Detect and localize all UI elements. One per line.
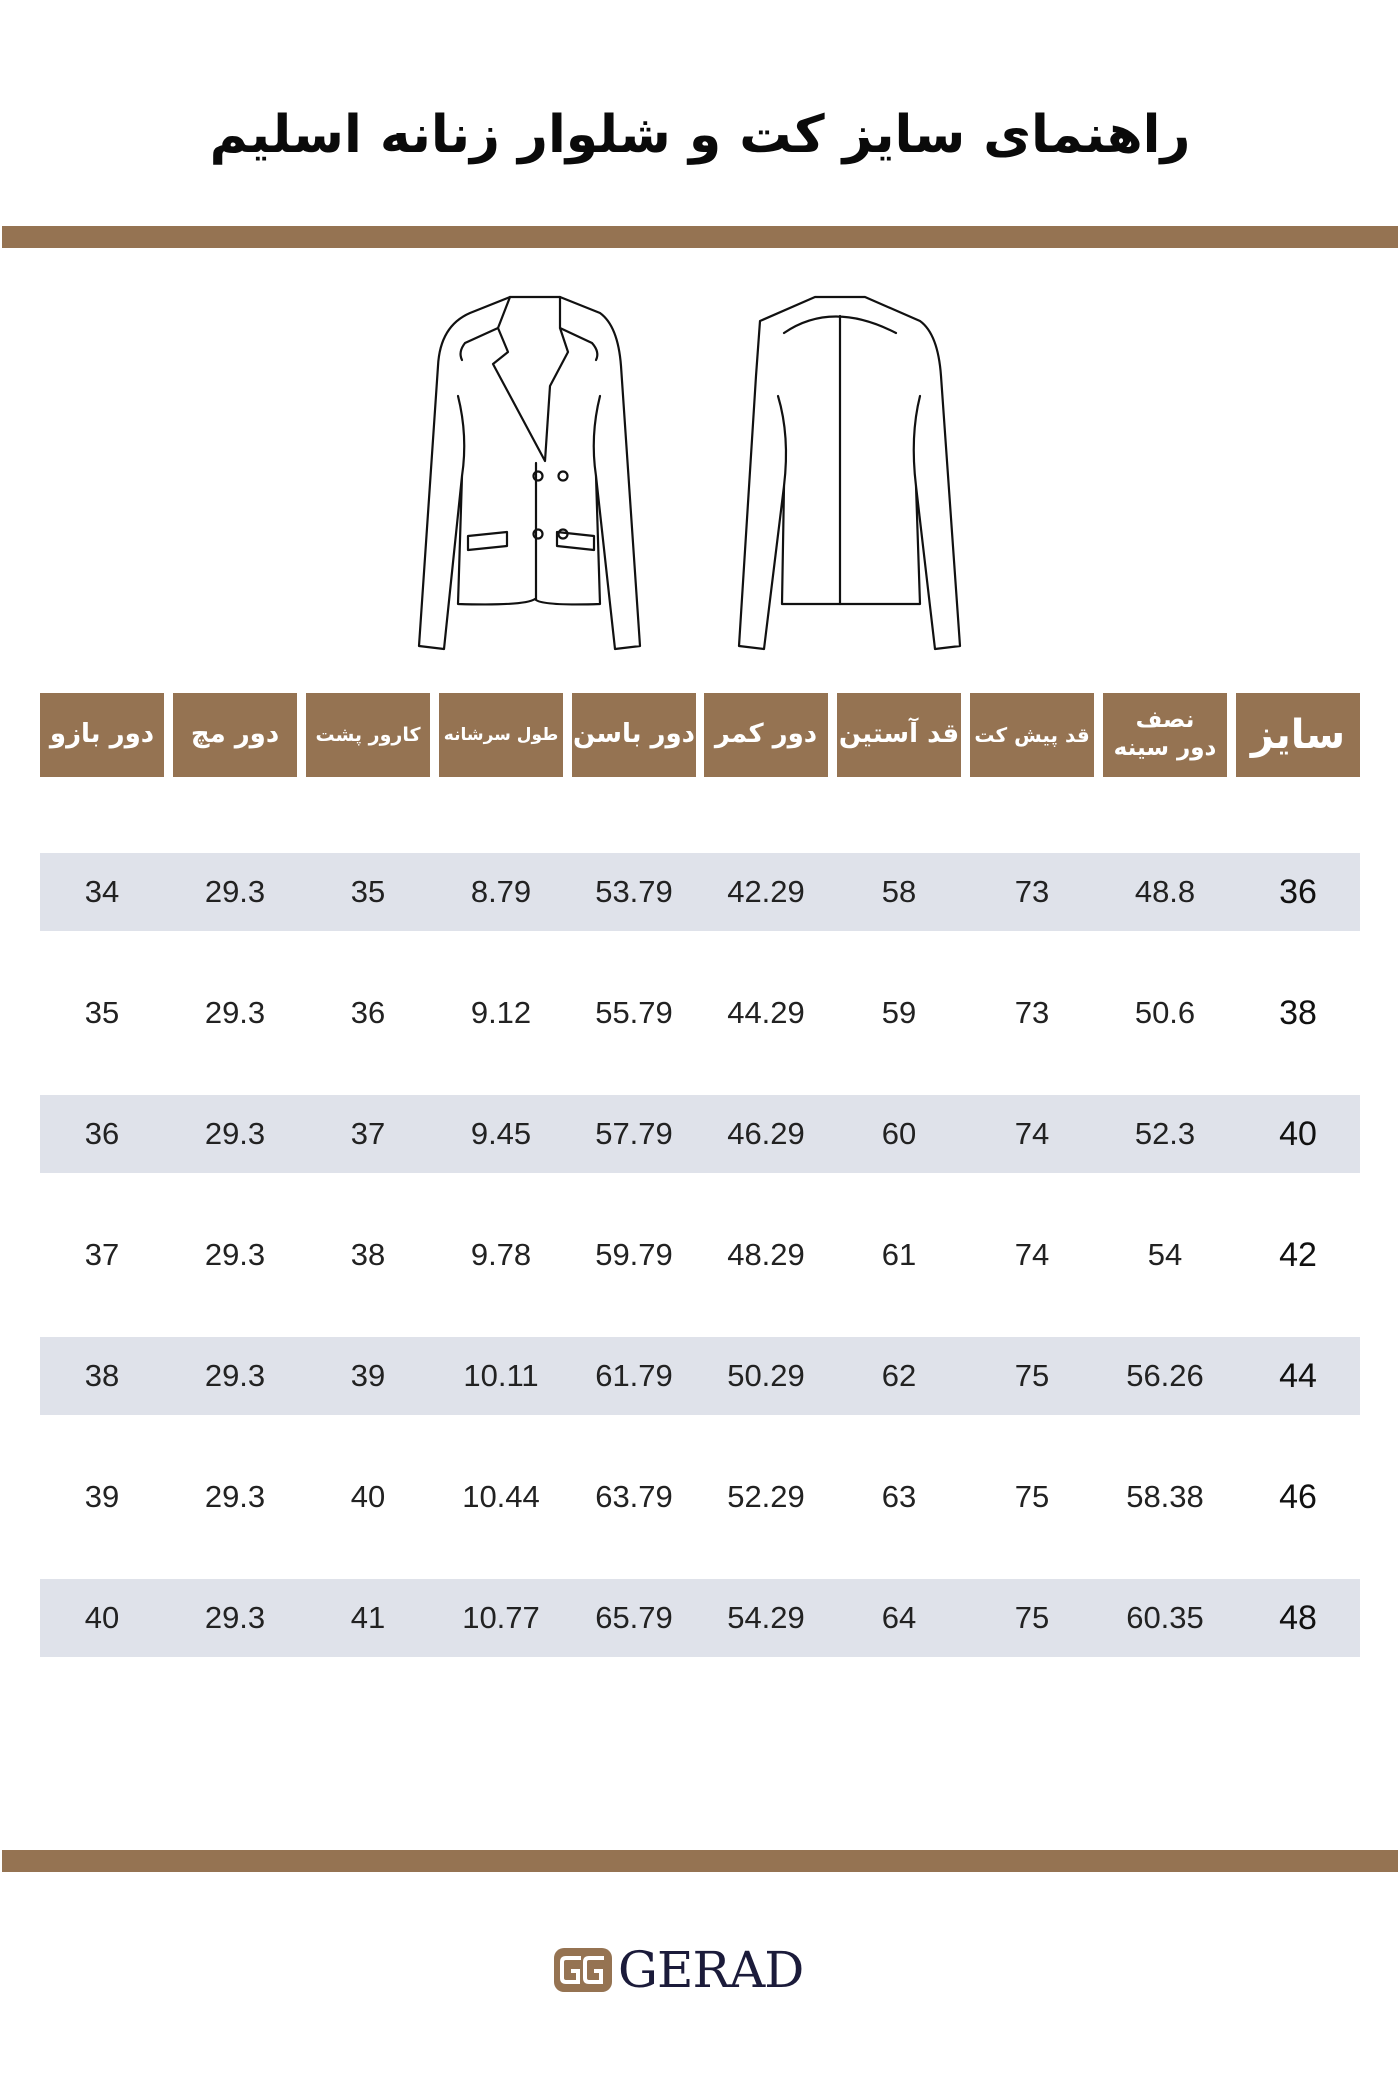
cell-half-chest: 48.8 <box>1134 874 1196 909</box>
cell-half-chest: 60.35 <box>1126 1600 1204 1635</box>
header-waist: دور کمر <box>704 693 828 777</box>
cell-sleeve-length: 58 <box>881 874 917 909</box>
cell-front-length: 73 <box>1014 995 1050 1030</box>
cell-hip: 59.79 <box>595 1237 673 1272</box>
cell-wrist: 29.3 <box>204 874 266 909</box>
cell-front-length: 74 <box>1014 1116 1050 1151</box>
cell-waist: 54.29 <box>727 1600 805 1635</box>
jacket-back-icon <box>739 297 960 649</box>
page-title: راهنمای سایز کت و شلوار زنانه اسلیم <box>209 105 1191 165</box>
brand-name: GERAD <box>618 1941 804 1999</box>
cell-shoulder-length: 9.78 <box>470 1237 532 1272</box>
cell-wrist: 29.3 <box>204 1358 266 1393</box>
cell-shoulder-length: 8.79 <box>470 874 532 909</box>
cell-front-length: 75 <box>1014 1479 1050 1514</box>
header-half-chest: نصف دور سینه <box>1103 693 1227 777</box>
cell-back-width: 36 <box>350 995 386 1030</box>
cell-arm: 37 <box>84 1237 120 1272</box>
cell-shoulder-length: 10.11 <box>463 1358 539 1393</box>
cell-back-width: 35 <box>350 874 386 909</box>
cell-half-chest: 54 <box>1147 1237 1183 1272</box>
cell-arm: 34 <box>84 874 120 909</box>
cell-hip: 53.79 <box>595 874 673 909</box>
cell-waist: 48.29 <box>727 1237 805 1272</box>
header-shoulder-length: طول سرشانه <box>439 693 563 777</box>
table-row <box>40 1095 1360 1173</box>
gerad-logo-icon <box>552 1944 614 1996</box>
cell-front-length: 75 <box>1014 1600 1050 1635</box>
cell-size: 48 <box>1279 1598 1317 1637</box>
top-divider <box>2 226 1398 248</box>
cell-half-chest: 50.6 <box>1134 995 1196 1030</box>
cell-back-width: 40 <box>350 1479 386 1514</box>
header-size: سایز <box>1236 693 1360 777</box>
cell-size: 44 <box>1279 1356 1317 1395</box>
cell-size: 46 <box>1279 1477 1317 1516</box>
jacket-front-icon <box>419 297 640 649</box>
cell-wrist: 29.3 <box>204 1237 266 1272</box>
cell-size: 42 <box>1279 1235 1317 1274</box>
cell-waist: 50.29 <box>727 1358 805 1393</box>
cell-waist: 44.29 <box>727 995 805 1030</box>
table-header <box>40 693 1360 777</box>
cell-front-length: 74 <box>1014 1237 1050 1272</box>
cell-back-width: 38 <box>350 1237 386 1272</box>
cell-front-length: 73 <box>1014 874 1050 909</box>
cell-shoulder-length: 10.44 <box>462 1479 540 1514</box>
cell-hip: 57.79 <box>595 1116 673 1151</box>
bottom-divider <box>2 1850 1398 1872</box>
cell-waist: 42.29 <box>727 874 805 909</box>
table-row <box>40 1337 1360 1415</box>
cell-wrist: 29.3 <box>204 1479 266 1514</box>
table-row <box>40 1579 1360 1657</box>
cell-sleeve-length: 62 <box>881 1358 917 1393</box>
cell-sleeve-length: 61 <box>881 1237 917 1272</box>
header-wrist: دور مچ <box>173 693 297 777</box>
cell-half-chest: 52.3 <box>1134 1116 1196 1151</box>
cell-back-width: 37 <box>350 1116 386 1151</box>
table-row <box>40 853 1360 931</box>
cell-front-length: 75 <box>1014 1358 1050 1393</box>
cell-hip: 55.79 <box>595 995 673 1030</box>
cell-arm: 38 <box>84 1358 120 1393</box>
cell-wrist: 29.3 <box>204 995 266 1030</box>
cell-wrist: 29.3 <box>204 1600 266 1635</box>
header-front-length: قد پیش کت <box>970 693 1094 777</box>
table-row <box>40 974 1360 1052</box>
cell-sleeve-length: 60 <box>881 1116 917 1151</box>
cell-sleeve-length: 63 <box>881 1479 917 1514</box>
cell-arm: 36 <box>84 1116 120 1151</box>
cell-sleeve-length: 59 <box>881 995 917 1030</box>
brand-logo <box>552 1940 852 2000</box>
cell-sleeve-length: 64 <box>881 1600 917 1635</box>
cell-hip: 63.79 <box>595 1479 673 1514</box>
table-row <box>40 1216 1360 1294</box>
jacket-illustration <box>400 286 1000 658</box>
cell-waist: 46.29 <box>727 1116 805 1151</box>
cell-arm: 39 <box>84 1479 120 1514</box>
header-sleeve-length: قد آستین <box>837 693 961 777</box>
cell-hip: 61.79 <box>595 1358 673 1393</box>
cell-shoulder-length: 10.77 <box>462 1600 540 1635</box>
cell-shoulder-length: 9.45 <box>470 1116 532 1151</box>
table-row <box>40 1458 1360 1536</box>
cell-half-chest: 56.26 <box>1126 1358 1204 1393</box>
cell-arm: 40 <box>84 1600 120 1635</box>
header-hip: دور باسن <box>572 693 696 777</box>
header-arm: دور بازو <box>40 693 164 777</box>
cell-back-width: 39 <box>350 1358 386 1393</box>
cell-size: 38 <box>1279 993 1317 1032</box>
cell-wrist: 29.3 <box>204 1116 266 1151</box>
cell-hip: 65.79 <box>595 1600 673 1635</box>
cell-waist: 52.29 <box>727 1479 805 1514</box>
cell-size: 40 <box>1279 1114 1317 1153</box>
header-back-width: کارور پشت <box>306 693 430 777</box>
cell-size: 36 <box>1279 872 1317 911</box>
cell-half-chest: 58.38 <box>1126 1479 1204 1514</box>
cell-shoulder-length: 9.12 <box>470 995 532 1030</box>
cell-back-width: 41 <box>350 1600 386 1635</box>
cell-arm: 35 <box>84 995 120 1030</box>
